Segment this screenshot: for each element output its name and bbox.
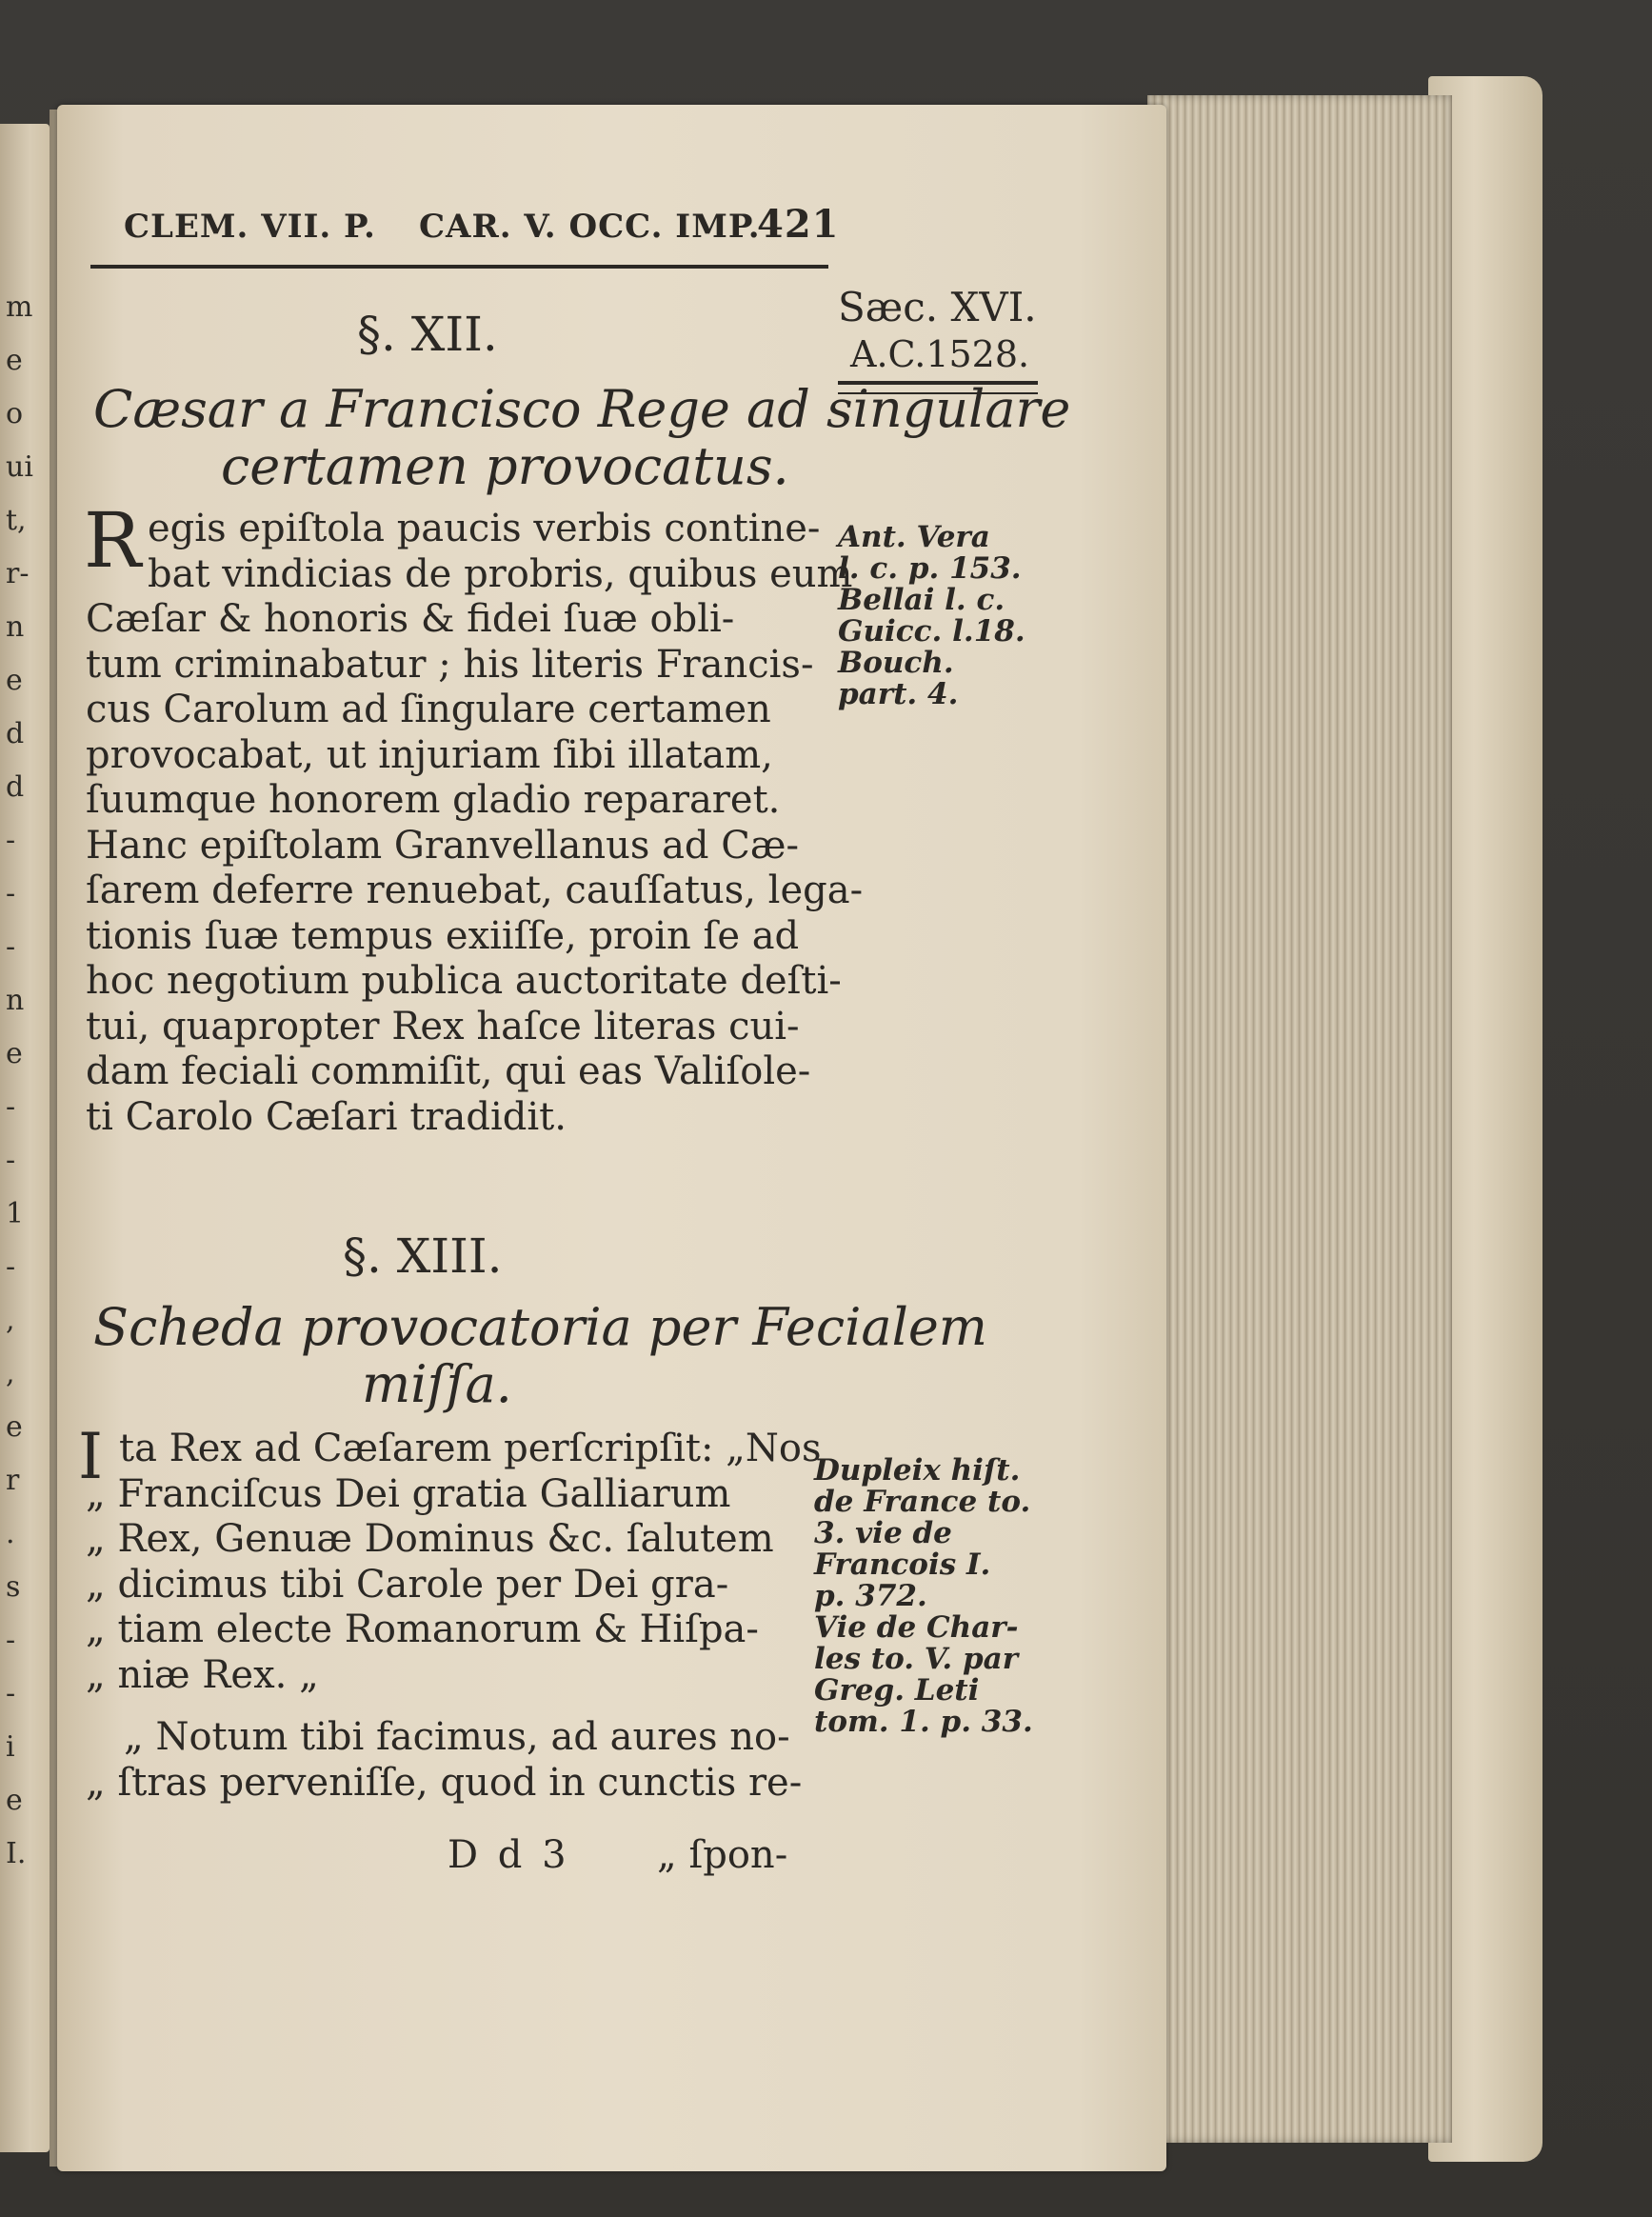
section-13-title-line-1: Scheda provocatoria per Fecialem: [93, 1297, 988, 1357]
page-number: 421: [757, 202, 840, 247]
section-13-title-line-2: miſſa.: [362, 1354, 512, 1414]
section-12-number: §. XII.: [357, 307, 498, 362]
left-edge-fragment: s: [6, 1570, 21, 1604]
section-12-line: ſarem deferre renuebat, cauſſatus, lega-: [86, 869, 864, 912]
margin-note: 3. vie de: [814, 1516, 952, 1550]
margin-note: Francois I.: [814, 1548, 991, 1582]
left-edge-fragment: -: [6, 930, 16, 964]
signature-mark: D d 3: [448, 1833, 570, 1877]
margin-note: de France to.: [814, 1485, 1031, 1519]
margin-note: tom. 1. p. 33.: [814, 1705, 1033, 1739]
section-13-line: „ dicimus tibi Carole per Dei gra-: [86, 1562, 729, 1607]
left-edge-fragment: -: [6, 1677, 16, 1710]
section-13-line: ta Rex ad Cæſarem perſcripſit: „Nos: [119, 1427, 822, 1470]
side-header-year: A.C.1528.: [850, 333, 1030, 375]
left-edge-fragment: .: [6, 1517, 15, 1550]
section-13-line: „ niæ Rex. „: [86, 1652, 319, 1697]
left-edge-fragment: -: [6, 1250, 16, 1284]
left-edge-fragment: e: [6, 1410, 23, 1444]
left-edge-fragment: r-: [6, 557, 30, 590]
section-12-line: ſuumque honorem gladio repararet.: [86, 778, 781, 822]
section-12-line: Cæſar & honoris & fidei ſuæ obli-: [86, 597, 735, 641]
running-header-left: CLEM. VII. P.: [124, 208, 376, 246]
left-edge-fragment: e: [6, 664, 23, 697]
section-12-line: cus Carolum ad ſingulare certamen: [86, 688, 771, 731]
section-12-line: hoc negotium publica auctoritate deſti-: [86, 959, 842, 1003]
left-edge-fragment: -: [6, 1624, 16, 1657]
section-12-title-line-1: Cæsar a Francisco Rege ad singulare: [93, 379, 1071, 439]
left-edge-fragment: -: [6, 1144, 16, 1177]
left-edge-fragment: n: [6, 610, 25, 644]
running-header-center: CAR. V. OCC. IMP.: [419, 208, 761, 246]
section-12-title-line-2: certamen provocatus.: [221, 436, 789, 496]
margin-note: Ant. Vera: [838, 520, 990, 554]
side-header-century: Sæc. XVI.: [838, 284, 1037, 330]
section-12-line: Hanc epiſtolam Granvellanus ad Cæ-: [86, 823, 799, 868]
left-edge-fragment: n: [6, 984, 25, 1017]
left-page-edge: [0, 124, 50, 2152]
section-13-line: „ Franciſcus Dei gratia Galliarum: [86, 1471, 731, 1516]
left-edge-fragment: d: [6, 717, 25, 750]
margin-note: Dupleix hiſt.: [814, 1453, 1021, 1488]
left-edge-fragment: ,: [6, 1357, 15, 1390]
page-block-edge: [1147, 95, 1452, 2143]
left-edge-fragment: -: [6, 877, 16, 910]
section-12-line: ti Carolo Cæſari tradidit.: [86, 1094, 567, 1139]
left-edge-fragment: -: [6, 1090, 16, 1124]
section-13-dropcap: I: [78, 1420, 104, 1493]
section-12-dropcap: R: [84, 496, 142, 585]
margin-note: Vie de Char-: [814, 1610, 1019, 1645]
section-12-line: egis epiſtola paucis verbis contine-: [148, 507, 821, 550]
section-13-line: „ ſtras perveniſſe, quod in cunctis re-: [86, 1760, 803, 1805]
header-rule: [90, 265, 828, 269]
section-12-line: bat vindicias de probris, quibus eum: [148, 551, 853, 596]
section-12-line: dam feciali commiſit, qui eas Valiſole-: [86, 1049, 811, 1093]
section-13-line: „ tiam electe Romanorum & Hiſpa-: [86, 1608, 759, 1651]
section-13-line: „ Notum tibi facimus, ad aures no-: [124, 1715, 790, 1759]
section-12-line: tui, quapropter Rex haſce literas cui-: [86, 1004, 800, 1049]
section-12-line: tum criminabatur ; his literis Francis-: [86, 642, 814, 687]
catchword: „ ſpon-: [657, 1833, 788, 1877]
left-edge-fragment: o: [6, 397, 24, 430]
margin-note: les to. V. par: [814, 1642, 1019, 1676]
section-12-line: tionis ſuæ tempus exiiſſe, proin ſe ad: [86, 913, 800, 958]
left-edge-fragment: t,: [6, 504, 27, 537]
left-edge-fragment: i: [6, 1730, 15, 1764]
left-edge-fragment: e: [6, 344, 23, 377]
section-12-line: provocabat, ut injuriam ſibi illatam,: [86, 732, 773, 777]
left-edge-fragment: I.: [6, 1837, 27, 1870]
left-page-edge-text: [2, 124, 48, 2152]
left-edge-fragment: r: [6, 1464, 20, 1497]
margin-note: Bellai l. c.: [838, 583, 1005, 617]
margin-note: Bouch.: [838, 646, 954, 680]
margin-note: Greg. Leti: [814, 1673, 980, 1708]
left-edge-fragment: 1: [6, 1197, 25, 1230]
margin-note: Guicc. l.18.: [838, 614, 1025, 649]
left-edge-fragment: ui: [6, 450, 33, 484]
left-edge-fragment: d: [6, 770, 25, 804]
left-edge-fragment: ,: [6, 1304, 15, 1337]
margin-note: part. 4.: [838, 677, 959, 711]
left-edge-fragment: -: [6, 824, 16, 857]
left-edge-fragment: m: [6, 290, 33, 324]
section-13-line: „ Rex, Genuæ Dominus &c. ſalutem: [86, 1517, 774, 1561]
left-edge-fragment: e: [6, 1784, 23, 1817]
margin-note: p. 372.: [814, 1579, 927, 1613]
section-13-number: §. XIII.: [343, 1228, 503, 1284]
margin-note: l. c. p. 153.: [838, 551, 1022, 586]
left-edge-fragment: e: [6, 1037, 23, 1070]
